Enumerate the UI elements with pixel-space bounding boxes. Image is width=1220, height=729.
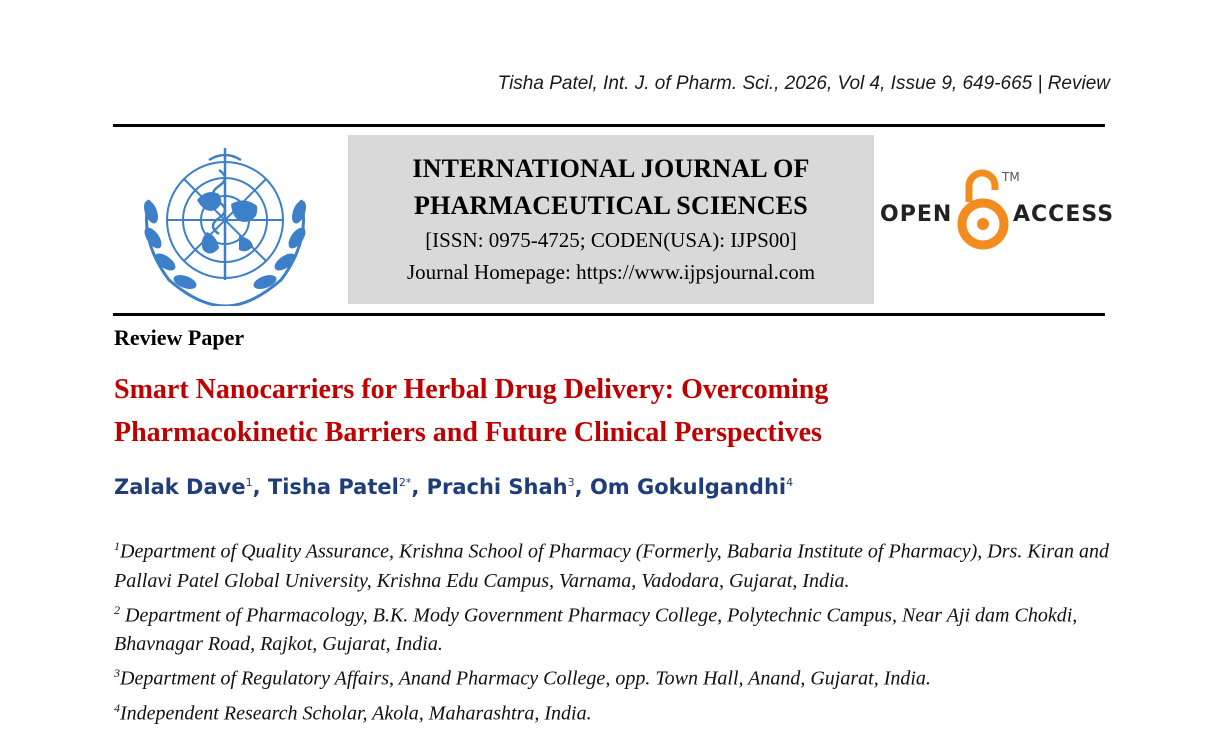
journal-homepage: Journal Homepage: https://www.ijpsjournal.com [406,260,816,284]
affiliation: $^1$Department of Quality Assurance, Krishna School of Pharmacy (Formerly, Babaria Institute of Pharmacy), Drs. Kiran and Pallavi Patel Global University, Krishna Edu Campus, Varnama, Vadodara, Gujarat, India. [114,539,1109,592]
journal-title: INTERNATIONAL JOURNAL OF PHARMACEUTICAL SCIENCES [412,154,810,220]
author: Tisha Patel$^{2*}$, [267,475,427,499]
open-label: OPEN [880,202,953,227]
header-top-rule [113,124,1105,127]
journal-citation: Tisha Patel, Int. J. of Pharm. Sci., 2026, Vol 4, Issue 9, 649-665 | Review [497,73,1110,94]
open-access-badge [880,168,1115,252]
journal-masthead [348,135,874,304]
author: Zalak Dave$^1$, [114,475,268,499]
paper-type: Review Paper [114,325,245,350]
author: Prachi Shah$^3$, [426,475,590,499]
author: Om Gokulgandhi$^4$ [589,475,794,499]
paper-title: Smart Nanocarriers for Herbal Drug Delivery: Overcoming Pharmacokinetic Barriers and Future Clinical Perspectives [114,374,829,448]
author-list [114,475,793,499]
affiliation: $^2$ Department of Pharmacology, B.K. Mody Government Pharmacy College, Polytechnic Campus, Near Aji dam Chokdi, Bhavnagar Road, Rajkot, Gujarat, India. [114,602,1083,656]
journal-issn: [ISSN: 0975-4725; CODEN(USA): IJPS00] [425,228,797,252]
trademark-mark: TM [1002,170,1020,184]
header-bottom-rule [113,313,1105,316]
affiliation: $^4$Independent Research Scholar, Akola, Maharashtra, India. [114,700,592,725]
un-emblem-logo [127,140,323,306]
affiliation-list [114,532,1114,729]
affiliation: $^3$Department of Regulatory Affairs, Anand Pharmacy College, opp. Town Hall, Anand, Gujarat, India. [114,666,931,690]
access-label: ACCESS [1013,202,1115,227]
